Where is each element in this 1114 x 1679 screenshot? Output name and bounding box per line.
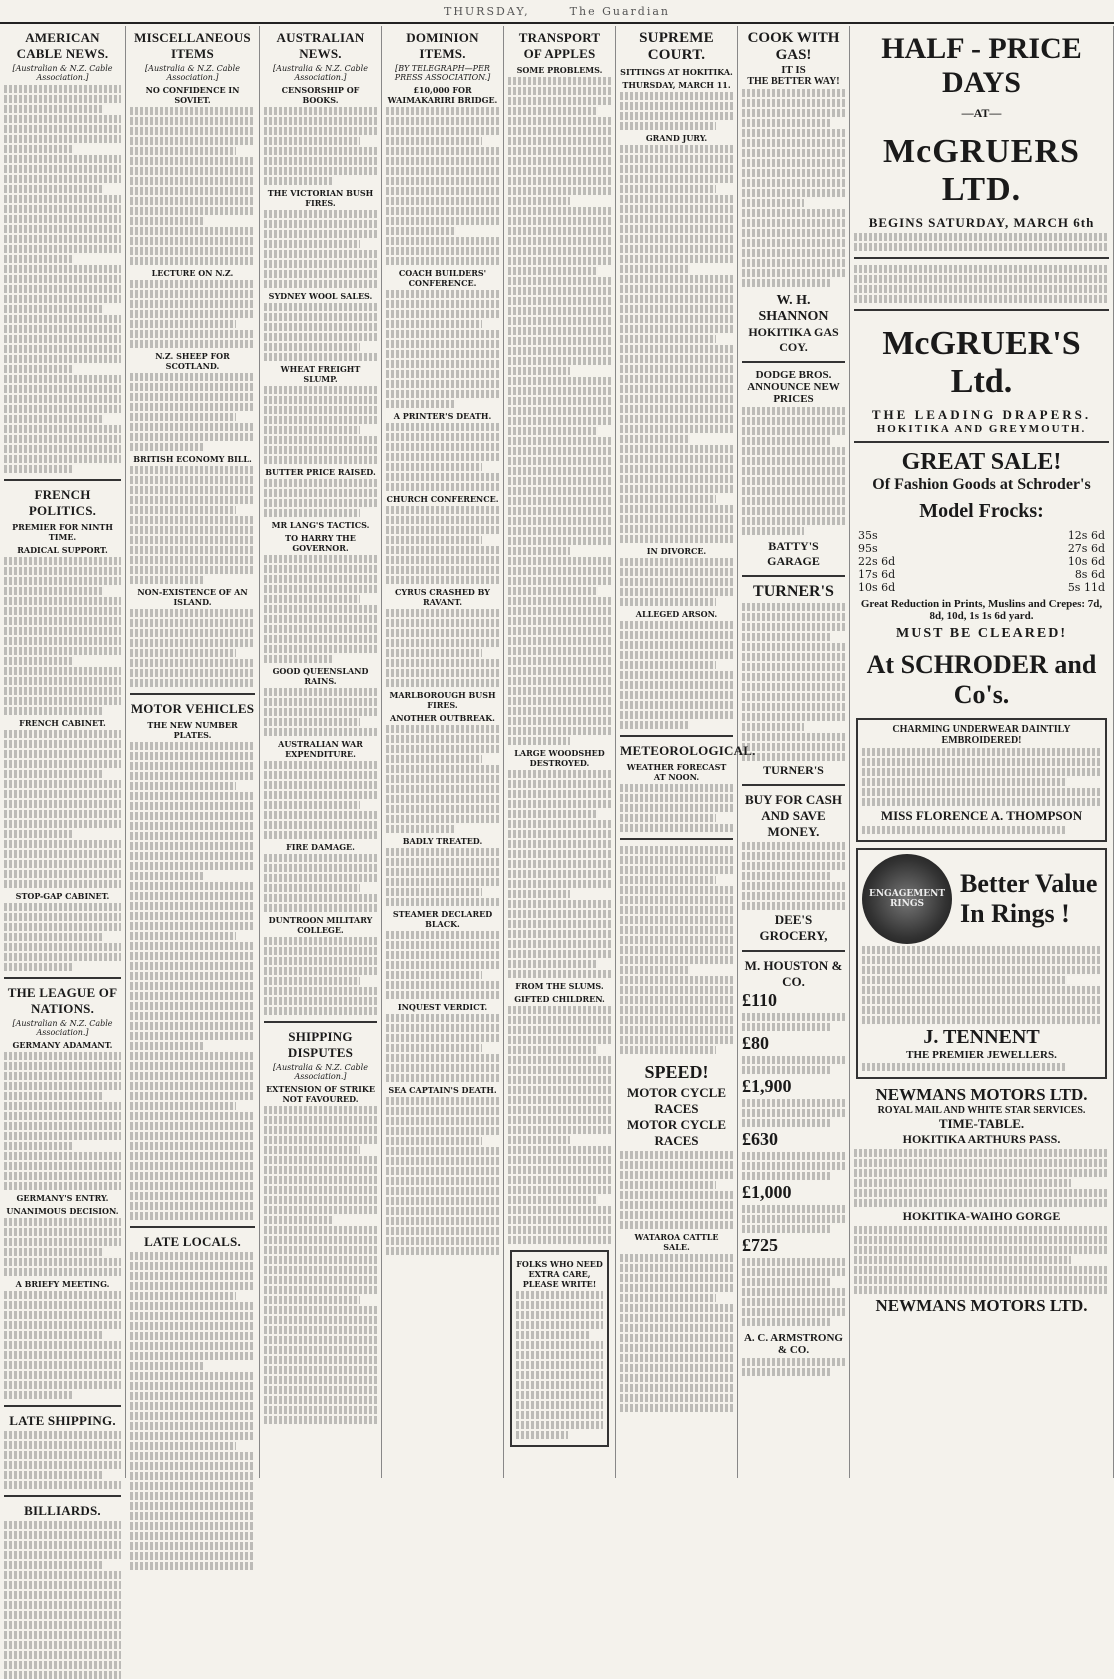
- subheading: COACH BUILDERS' CONFERENCE.: [398, 268, 487, 288]
- column-3: [260, 26, 382, 1478]
- subheading: A BRIEFY MEETING.: [15, 1279, 110, 1289]
- subheading: GERMANY'S ENTRY.: [16, 1193, 109, 1203]
- subheading: N.Z. SHEEP FOR SCOTLAND.: [155, 351, 230, 371]
- subheading: AUSTRALIAN WAR EXPENDITURE.: [278, 739, 363, 759]
- price-725: £725: [742, 1235, 778, 1255]
- headline: DOMINION ITEMS.: [406, 30, 479, 61]
- newmans-motors: NEWMANS MOTORS LTD.: [875, 1085, 1088, 1104]
- dodge-ad: DODGE BROS. ANNOUNCE NEW PRICES: [747, 369, 840, 405]
- gas-company: HOKITIKA GAS COY.: [748, 325, 839, 354]
- subheading: WHEAT FREIGHT SLUMP.: [280, 364, 361, 384]
- headline: METEOROLOGICAL.: [620, 743, 756, 758]
- subheading: SITTINGS AT HOKITIKA.: [620, 67, 733, 77]
- gas-ad-best: THE BETTER WAY!: [747, 76, 840, 87]
- headline: BILLIARDS.: [24, 1503, 101, 1518]
- tennent-ad: J. TENNENT: [923, 1026, 1040, 1048]
- race-ad: MOTOR CYCLE RACES: [626, 1085, 727, 1116]
- turners-ad: TURNER'S: [753, 583, 834, 600]
- subheading: SOME PROBLEMS.: [516, 65, 603, 75]
- subheading: IN DIVORCE.: [646, 546, 707, 556]
- subheading: INQUEST VERDICT.: [397, 1002, 488, 1012]
- subheading: FRENCH CABINET.: [19, 718, 106, 728]
- frock-row: 10s 6d 5s 11d: [858, 581, 1105, 594]
- subheading: GOOD QUEENSLAND RAINS.: [272, 666, 369, 686]
- buy-cash-ad: BUY FOR CASH AND SAVE MONEY.: [744, 792, 843, 839]
- gas-ad-title: COOK WITH GAS!: [747, 30, 840, 63]
- headline: SUPREME COURT.: [639, 30, 714, 63]
- in-rings: In Rings !: [960, 899, 1070, 928]
- subheading: ALLEGED ARSON.: [635, 609, 718, 619]
- subheading: FROM THE SLUMS.: [515, 981, 604, 991]
- headline: SHIPPING DISPUTES: [287, 1029, 354, 1060]
- subheading: DUNTROON MILITARY COLLEGE.: [268, 915, 373, 935]
- column-7: [738, 26, 850, 1478]
- subheading: NON-EXISTENCE OF AN ISLAND.: [137, 587, 248, 607]
- great-sale: GREAT SALE!: [901, 449, 1062, 475]
- batty-garage: BATTY'S GARAGE: [767, 539, 820, 568]
- price-1900: £1,900: [742, 1076, 792, 1096]
- headline: MOTOR VEHICLES: [130, 701, 255, 716]
- subheading: THE VICTORIAN BUSH FIRES.: [267, 188, 374, 208]
- frock-row: 17s 6d 8s 6d: [858, 568, 1105, 581]
- subheading: CENSORSHIP OF BOOKS.: [281, 85, 360, 105]
- half-price-days: HALF - PRICE DAYS: [881, 32, 1082, 99]
- armstrong-ad: A. C. ARMSTRONG & CO.: [743, 1332, 843, 1356]
- subheading: WEATHER FORECAST AT NOON.: [626, 762, 727, 782]
- schroder-ad: At SCHRODER and Co's.: [866, 650, 1097, 709]
- speed-ad: SPEED!: [644, 1062, 709, 1082]
- headline: TRANSPORT OF APPLES: [518, 30, 601, 61]
- subhead: [BY TELEGRAPH—PER PRESS ASSOCIATION.]: [394, 64, 491, 82]
- subheading: MR LANG'S TACTICS.: [271, 520, 370, 530]
- turners-footer: TURNER'S: [763, 763, 824, 777]
- premier-jewellers: THE PREMIER JEWELLERS.: [906, 1049, 1057, 1061]
- gas-ad-sub: IT IS: [781, 64, 806, 76]
- column-5: [504, 26, 616, 1478]
- subheading: FIRE DAMAGE.: [286, 842, 355, 852]
- newmans-motors-footer: NEWMANS MOTORS LTD.: [875, 1296, 1088, 1315]
- houston-ad: M. HOUSTON & CO.: [744, 958, 843, 989]
- subhead: [Australian & N.Z. Cable Association.]: [12, 64, 113, 82]
- headline: LATE LOCALS.: [144, 1234, 241, 1249]
- subheading: PREMIER FOR NINTH TIME.: [12, 522, 113, 542]
- masthead-day: THURSDAY,: [443, 4, 530, 18]
- subheading: STEAMER DECLARED BLACK.: [392, 909, 493, 929]
- frock-row: 35s 12s 6d: [858, 529, 1105, 542]
- subheading: FOLKS WHO NEED EXTRA CARE, PLEASE WRITE!: [516, 1259, 603, 1289]
- price-630: £630: [742, 1129, 778, 1149]
- subheading: £10,000 FOR WAIMAKARIRI BRIDGE.: [387, 85, 498, 105]
- masthead-paper: The Guardian: [569, 4, 670, 18]
- subheading: A PRINTER'S DEATH.: [393, 411, 492, 421]
- column-1: [0, 26, 126, 1518]
- subhead: [Australian & N.Z. Cable Association.]: [12, 1019, 113, 1037]
- headline: MISCELLANEOUS ITEMS: [134, 30, 251, 61]
- subheading: MARLBOROUGH BUSH FIRES.: [389, 690, 496, 710]
- column-8: [850, 26, 1114, 1478]
- dees-grocery: DEE'S GROCERY,: [759, 912, 828, 943]
- price-80: £80: [742, 1033, 769, 1053]
- subheading: TO HARRY THE GOVERNOR.: [285, 533, 356, 553]
- subheading: GIFTED CHILDREN.: [514, 994, 605, 1004]
- masthead: [0, 0, 1114, 24]
- subheading: STOP-GAP CABINET.: [15, 891, 110, 901]
- mail-services: ROYAL MAIL AND WHITE STAR SERVICES.: [877, 1105, 1086, 1116]
- subheading: THE NEW NUMBER PLATES.: [147, 720, 238, 740]
- price-1000: £1,000: [742, 1182, 792, 1202]
- frock-row: 22s 6d 10s 6d: [858, 555, 1105, 568]
- column-2: [126, 26, 260, 1478]
- mcgruers-ltd: McGRUER'S Ltd.: [882, 325, 1081, 400]
- subheading: ANOTHER OUTBREAK.: [390, 713, 495, 723]
- subheading: BRITISH ECONOMY BILL.: [133, 454, 252, 464]
- begins-saturday: BEGINS SATURDAY, MARCH 6th: [868, 215, 1095, 230]
- wataroa-sale: WATAROA CATTLE SALE.: [634, 1232, 719, 1252]
- subheading: RADICAL SUPPORT.: [17, 545, 108, 555]
- subhead: [Australia & N.Z. Cable Association.]: [273, 1063, 368, 1081]
- waiho-gorge: HOKITIKA-WAIHO GORGE: [902, 1209, 1061, 1223]
- subheading: BADLY TREATED.: [402, 836, 483, 846]
- subheading: UNANIMOUS DECISION.: [6, 1206, 119, 1216]
- column-4: [382, 26, 504, 1478]
- arthurs-pass: HOKITIKA ARTHURS PASS.: [902, 1132, 1061, 1146]
- subhead: [Australia & N.Z. Cable Association.]: [145, 64, 240, 82]
- subheading: LARGE WOODSHED DESTROYED.: [514, 748, 605, 768]
- subheading: EXTENSION OF STRIKE NOT FAVOURED.: [266, 1084, 375, 1104]
- leading-drapers: THE LEADING DRAPERS.: [871, 407, 1092, 422]
- headline: AUSTRALIAN NEWS.: [276, 30, 365, 61]
- race-ad: MOTOR CYCLE RACES: [626, 1117, 727, 1148]
- at-label: —AT—: [961, 106, 1002, 120]
- headline: THE LEAGUE OF NATIONS.: [7, 985, 118, 1016]
- engagement-rings-badge: ENGAGEMENT RINGS: [862, 854, 952, 944]
- subheading: CYRUS CRASHED BY RAVANT.: [395, 587, 490, 607]
- subheading: BUTTER PRICE RAISED.: [265, 467, 376, 477]
- subheading: CHURCH CONFERENCE.: [386, 494, 499, 504]
- subheading: SEA CAPTAIN'S DEATH.: [388, 1085, 497, 1095]
- price-110: £110: [742, 990, 778, 1010]
- time-table: TIME-TABLE.: [938, 1116, 1025, 1131]
- thompson-ad: MISS FLORENCE A. THOMPSON: [880, 808, 1083, 823]
- subheading: NO CONFIDENCE IN SOVIET.: [145, 85, 240, 105]
- charming-underwear: CHARMING UNDERWEAR DAINTILY EMBROIDERED!: [892, 724, 1071, 746]
- subhead: [Australia & N.Z. Cable Association.]: [273, 64, 368, 82]
- towns: HOKITIKA AND GREYMOUTH.: [876, 423, 1087, 435]
- headline: AMERICAN CABLE NEWS.: [16, 30, 109, 61]
- subheading: GERMANY ADAMANT.: [12, 1040, 113, 1050]
- headline: FRENCH POLITICS.: [28, 487, 97, 518]
- subheading: GRAND JURY.: [645, 133, 708, 143]
- fashion-goods: Of Fashion Goods at Schroder's: [872, 476, 1091, 493]
- better-value: Better Value: [960, 869, 1098, 898]
- must-be-cleared: MUST BE CLEARED!: [896, 626, 1067, 641]
- subheading: LECTURE ON N.Z.: [151, 268, 234, 278]
- model-frocks: Model Frocks:: [919, 500, 1044, 522]
- subheading: THURSDAY, MARCH 11.: [622, 80, 731, 90]
- subheading: SYDNEY WOOL SALES.: [268, 291, 373, 301]
- reduction-note: Great Reduction in Prints, Muslins and Crepes: 7d, 8d, 10d, 1s 1s 6d yard.: [860, 598, 1103, 622]
- mcgruers-title: McGRUERS LTD.: [883, 133, 1080, 208]
- headline: LATE SHIPPING.: [9, 1413, 116, 1428]
- frock-row: 95s 27s 6d: [858, 542, 1105, 555]
- shannon-ad: W. H. SHANNON: [758, 293, 829, 324]
